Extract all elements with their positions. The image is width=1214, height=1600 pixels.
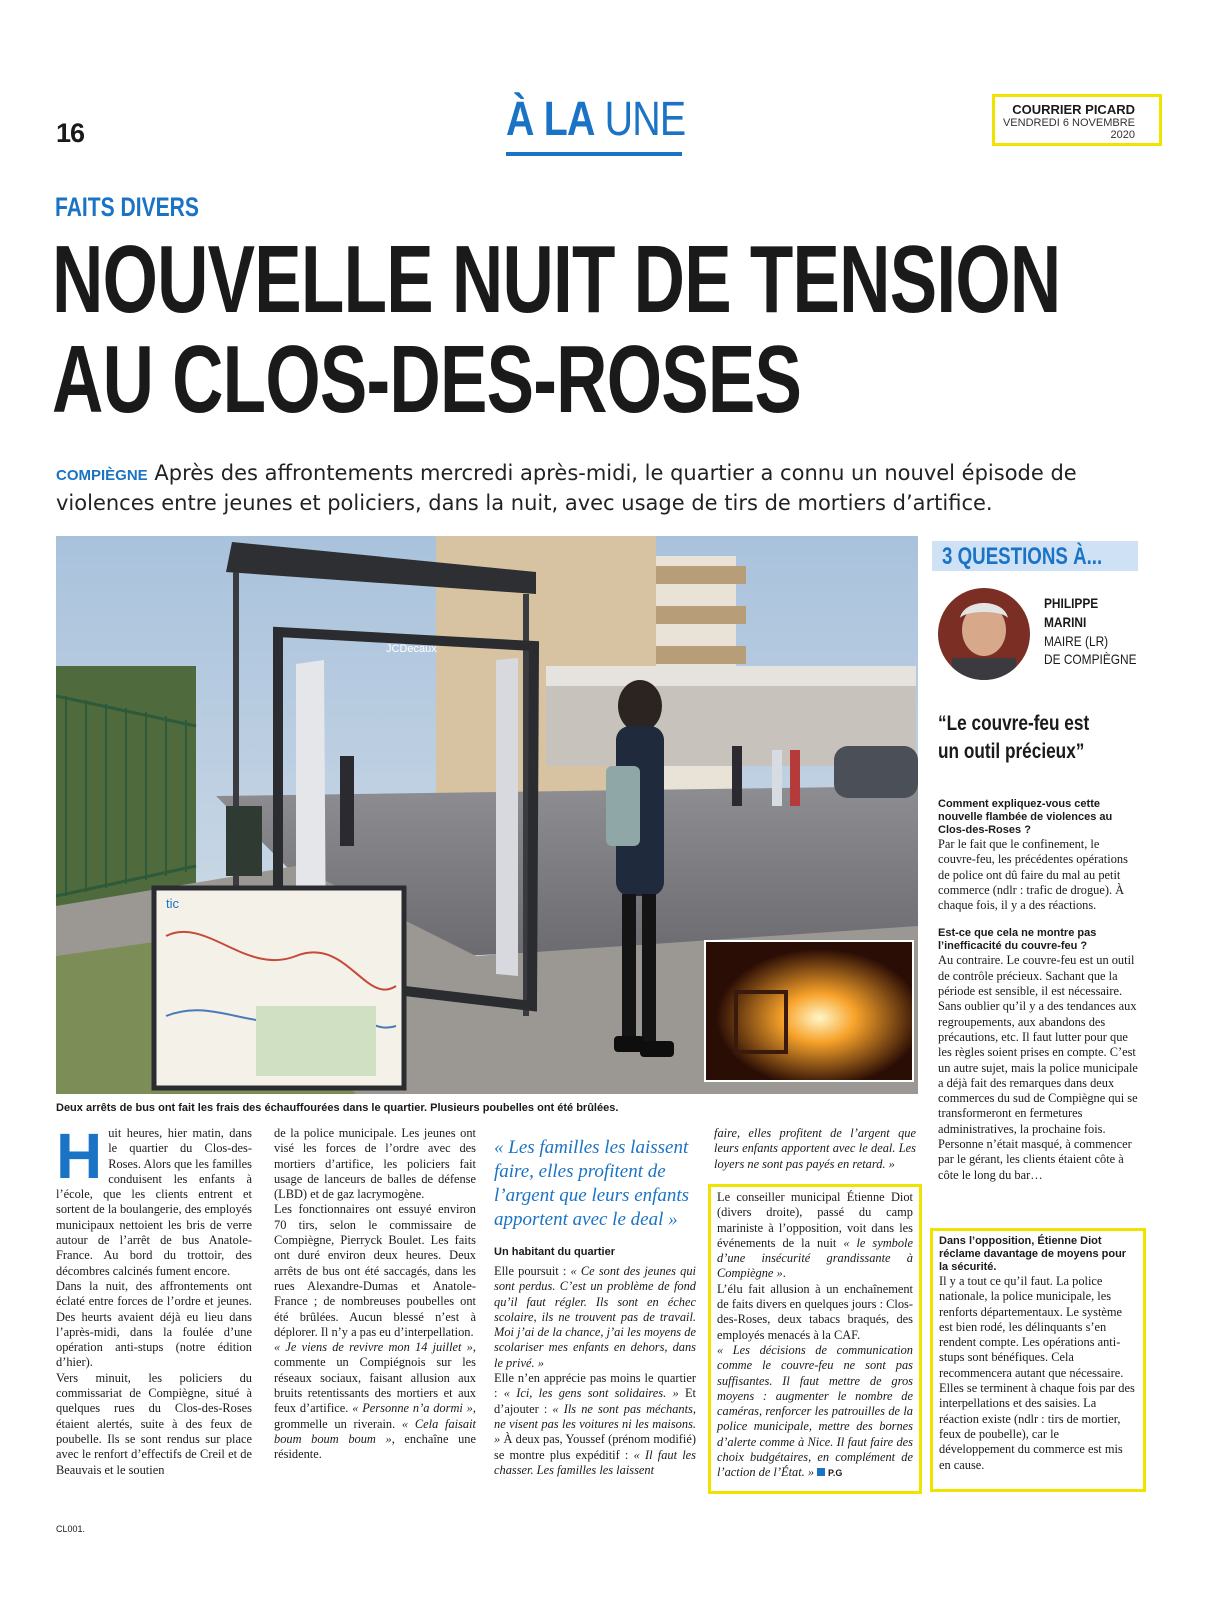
interview-qa-highlight <box>930 1228 1146 1492</box>
fire-illustration <box>706 942 912 1080</box>
photo-caption: Deux arrêts de bus ont fait les frais des échauffourées dans le quartier. Plusieurs poubelles ont été brûlées. <box>56 1102 619 1114</box>
col4-top: faire, elles profitent de l’argent que leurs enfants apportent avec le deal. Les loyers ne sont pas payés en retard. » <box>714 1126 916 1171</box>
col2-quote-2: « Personne n’a dormi » <box>352 1401 473 1416</box>
kicker: FAITS DIVERS <box>55 192 199 222</box>
publication-date: VENDREDI 6 NOVEMBRE 2020 <box>1002 117 1135 141</box>
col1-para-2: Dans la nuit, des affrontements ont éclaté entre forces de l’ordre et jeunes. Des heurts avaient déjà eu lieu dans l’après-midi, dans la foulée d’une opération anti-stups (notre édition d’hier). <box>56 1278 252 1370</box>
col2-text-1: , commente un Compiégnois sur les réseaux sociaux, faisant allusion aux bruits retentissants des mortiers et aux feux d’artifice. <box>274 1340 476 1416</box>
rubric-bold: À LA <box>506 93 595 146</box>
col3-quote-2: « Ici, les gens sont solidaires. » <box>503 1386 679 1401</box>
interview-quote <box>938 710 1135 766</box>
name-line-2: MARINI <box>1044 614 1087 630</box>
page-number: 16 <box>56 118 85 148</box>
end-mark-icon <box>817 1468 825 1476</box>
interviewee-name <box>1044 594 1098 632</box>
map-logo: tic <box>166 896 179 911</box>
role-line-2: DE COMPIÈGNE <box>1044 651 1137 667</box>
pull-quote-source: Un habitant du quartier <box>494 1246 615 1258</box>
portrait-photo <box>938 588 1030 680</box>
lede-text: Après des affrontements mercredi après-midi, le quartier a connu un nouvel épisode de violences entre jeunes et policiers, dans la nuit, avec usage de tirs de mortiers d’artifice. <box>56 461 1077 515</box>
article-column-4-highlight <box>708 1184 922 1494</box>
col2-text-3: , enchaîne une résidente. <box>274 1431 476 1462</box>
questions-header <box>932 541 1138 571</box>
fire-inset-photo <box>704 940 914 1082</box>
col4-quote-2: « Les décisions de communication comme le couvre-feu ne sont pas suffisantes. Il faut mettre de gros moyens : augmenter le nombre de caméras, renforcer les patrouilles de la police municipale, mettre des bornes d’alerte comme à Nice. Il faut faire des choix budgétaires, en complément de l’action de l’État. » <box>717 1342 913 1480</box>
article-column-2 <box>274 1126 476 1463</box>
col2-para-3 <box>274 1340 476 1462</box>
col3-quote-3: « Ils ne sont pas méchants, ne visent pas les voitures ni les maisons. » <box>494 1401 696 1447</box>
answer-2: Au contraire. Le couvre-feu est un outil de contrôle précieux. Sachant que la période est sensible, il est nécessaire. Sans oublier qu’il y a des tendances aux regroupements, aux abandons des précautions, etc. Il faut lutter pour que les règles soient prises en compte. C’est un autre sujet, mais la police municipale a déjà fait des remarques dans deux commerces du sud de Compiègne qui se transformeront en fermetures administratives, la prochaine fois. Personne n’était masqué, à commencer par le gérant, les clients étaient côte à côte le long du bar… <box>938 953 1138 1182</box>
name-line-1: PHILIPPE <box>1044 595 1099 611</box>
shelter-brand: JCDecaux <box>386 643 437 655</box>
col3-quote-1: « Ce sont des jeunes qui sont perdus. C’est un problème de fond qu’il faut régler. Ils sont en échec scolaire, ils ne trouvent pas de travail. Moi j’ai de la chance, j’ai les moyens de scolariser mes enfants en dehors, dans le privé. » <box>494 1264 696 1370</box>
col1-para-1: uit heures, hier matin, dans le quartier du Clos-des-Roses. Alors que les familles conduisent les enfants à l’école, que les clients entrent et sortent de la boulangerie, des employés municipaux nettoient les bris de verre autour de l’arrêt de bus Anatole-France. Au bord du trottoir, des décombres calcinés fument encore. <box>56 1126 252 1278</box>
col4-end-1: . <box>782 1266 786 1281</box>
question-3: Dans l’opposition, Étienne Diot réclame davantage de moyens pour la sécurité. <box>939 1235 1127 1273</box>
col1-para-3: Vers minuit, les policiers du commissariat de Compiègne, situé à quelques rues du Clos-des-Roses étaient alertés, suite à des feux de poubelle. Ils se sont rendus sur place avec le renfort d’effectifs de Creil et de Beauvais et le soutien <box>56 1370 252 1477</box>
interviewee-role <box>1044 632 1137 668</box>
dropcap: H <box>56 1120 103 1192</box>
col3-end: À deux pas, Youssef (prénom modifié) se montre plus expéditif : <box>494 1432 696 1462</box>
rubric-light: UNE <box>604 93 686 146</box>
col3-para-2 <box>494 1371 696 1478</box>
quote-line-1: “Le couvre-feu est <box>938 712 1090 735</box>
col4-quote-1: « le symbole d’une insécurité grandissante à Compiègne » <box>717 1235 914 1281</box>
article-column-4-top <box>714 1126 916 1172</box>
interview-qa <box>938 792 1138 1183</box>
col3-lead-2: Elle n’en apprécie pas moins le quartier : <box>494 1371 696 1401</box>
col2-para-1: de la police municipale. Les jeunes ont visé les forces de l’ordre avec des mortiers d’artifice, les policiers fait usage de lanceurs de balles de défense (LBD) et de gaz lacrymogène. <box>274 1126 476 1202</box>
article-column-3 <box>494 1264 696 1478</box>
col2-quote-3: « Cela faisait boum boum boum » <box>274 1416 476 1446</box>
col4-para-2: L’élu fait allusion à un enchaînement de faits divers en quelques jours : Clos-des-Roses, deux tabacs braqués, des employés menacés à la CAF. <box>717 1281 913 1342</box>
col3-quote-4: « Il faut les chasser. Les familles les laissent <box>494 1447 696 1477</box>
col3-para-1 <box>494 1264 696 1371</box>
headline-line-1: NOUVELLE NUIT DE TENSION <box>52 226 1061 333</box>
col2-para-2: Les fonctionnaires ont essuyé environ 70 tirs, selon le commissaire de Compiègne, Pierryck Boulet. Les faits ont duré environ deux heures. Deux arrêts de bus ont été saccagés, dans les rues Alexandre-Dumas et Anatole-France ; de nombreuses poubelles ont été brûlées. Aucun blessé n’est à déplorer. Il n’y a pas eu d’interpellation. <box>274 1202 476 1339</box>
headline-line-2: AU CLOS-DES-ROSES <box>52 326 802 433</box>
publication-name: COURRIER PICARD <box>1012 102 1135 117</box>
pull-quote-block <box>494 1136 696 1258</box>
quote-line-2: un outil précieux” <box>938 740 1085 763</box>
rubric-underline <box>506 152 682 156</box>
role-line-1: MAIRE (LR) <box>1044 633 1109 649</box>
answer-1: Par le fait que le confinement, le couvre-feu, les précédentes opérations de police ont dû faire du mal au petit commerce (ndlr : trafic de drogue). À chaque fois, il y a des réactions. <box>938 837 1128 913</box>
pull-quote: « Les familles les laissent faire, elles profitent de l’argent que leurs enfants apportent avec le deal » <box>494 1137 690 1230</box>
lede <box>56 458 1156 518</box>
col2-text-2: , grommelle un riverain. <box>274 1401 476 1431</box>
question-2: Est-ce que cela ne montre pas l’inefficacité du couvre-feu ? <box>938 927 1097 953</box>
col4-text-1: Le conseiller municipal Étienne Diot (divers droite), passé du camp mariniste à l’opposition, voit dans les événements de la nuit <box>717 1190 913 1250</box>
author-signature: P.G <box>828 1468 843 1479</box>
col4-para-3 <box>717 1343 913 1481</box>
answer-3: Il y a tout ce qu’il faut. La police nationale, la police municipale, les renforts départementaux. Le système est bien rodé, les délinquants s’en rendent compte. Les opérations anti-stups sont bénéfiques. Cela recommencera autant que nécessaire. Elles se terminent à chaque fois par des interpellations et des saisies. La réaction existe (ndlr : tirs de mortier, feux de poubelle), car le développement du commerce est mis en cause. <box>939 1274 1135 1472</box>
question-1: Comment expliquez-vous cette nouvelle flambée de violences au Clos-des-Roses ? <box>938 798 1113 836</box>
masthead-box <box>992 94 1162 146</box>
footer-code: CL001. <box>56 1524 86 1534</box>
questions-header-label: 3 QUESTIONS À... <box>942 543 1103 570</box>
portrait-illustration <box>938 588 1030 680</box>
col4-para-1 <box>717 1190 913 1282</box>
headline <box>52 226 1061 433</box>
col2-quote-1: « Je viens de revivre mon 14 juillet » <box>274 1340 473 1355</box>
col3-lead-1: Elle poursuit : <box>494 1264 571 1278</box>
article-column-1 <box>56 1120 252 1478</box>
section-rubric <box>506 92 685 147</box>
lede-place: COMPIÈGNE <box>56 467 148 484</box>
col3-mid: Et d’ajouter : <box>494 1386 696 1416</box>
